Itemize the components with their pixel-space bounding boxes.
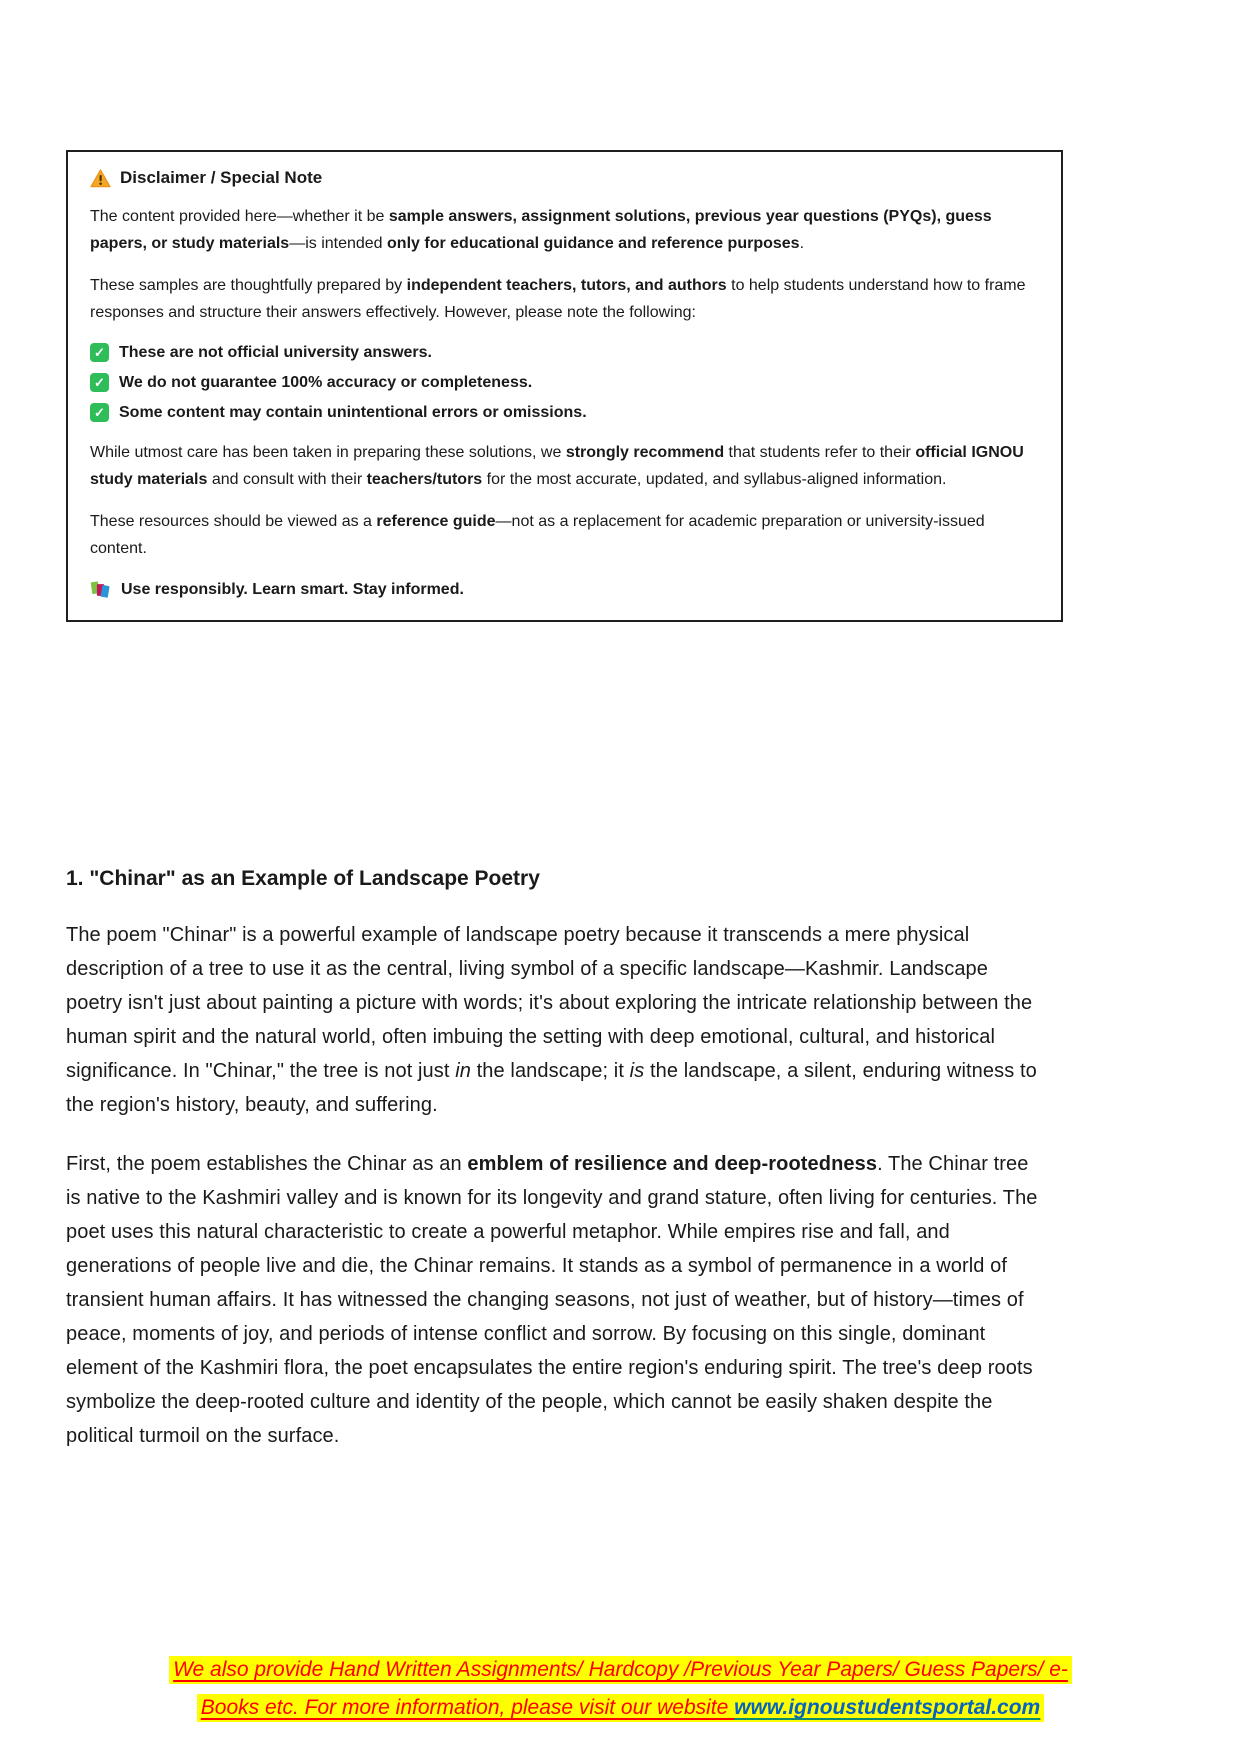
disclaimer-checklist	[90, 341, 1039, 424]
footer-line-2	[0, 1690, 1241, 1728]
checklist-item	[90, 341, 1039, 364]
warning-icon	[90, 169, 111, 188]
disclaimer-title-row	[90, 168, 1039, 188]
disclaimer-paragraph-3: While utmost care has been taken in preparing these solutions, we strongly recommend that students refer to their official IGNOU study materials and consult with their teachers/tutors for the most accurate, updated, and syllabus-aligned information.	[90, 444, 1024, 488]
checklist-item-label: We do not guarantee 100% accuracy or completeness.	[119, 374, 533, 391]
section-heading: 1. "Chinar" as an Example of Landscape Poetry	[66, 867, 540, 890]
footer-text-1: We also provide Hand Written Assignments/ Hardcopy /Previous Year Papers/ Guess Papers/ e-	[169, 1656, 1072, 1684]
check-icon: ✓	[90, 403, 109, 422]
check-icon: ✓	[90, 343, 109, 362]
checklist-item	[90, 401, 1039, 424]
disclaimer-title: Disclaimer / Special Note	[120, 168, 323, 187]
disclaimer-closing-text: Use responsibly. Learn smart. Stay informed.	[121, 581, 464, 598]
footer-banner	[0, 1652, 1241, 1728]
main-content	[66, 865, 1048, 1453]
disclaimer-paragraph-1: The content provided here—whether it be sample answers, assignment solutions, previous year questions (PYQs), guess papers, or study materials—is intended only for educational guidance and reference purposes.	[90, 208, 992, 252]
disclaimer-closing-row	[90, 580, 1039, 600]
website-link[interactable]: www.ignoustudentsportal.com	[734, 1696, 1041, 1719]
books-icon	[90, 580, 112, 600]
checklist-item	[90, 371, 1039, 394]
footer-text-2: Books etc. For more information, please visit our website www.ignoustudentsportal.com	[197, 1694, 1044, 1722]
body-paragraph-2: First, the poem establishes the Chinar as an emblem of resilience and deep-rootedness. The Chinar tree is native to the Kashmiri valley and is known for its longevity and grand stature, often living for centuries. The poet uses this natural characteristic to create a powerful metaphor. While empires rise and fall, and generations of people live and die, the Chinar remains. It stands as a symbol of permanence in a world of transient human affairs. It has witnessed the changing seasons, not just of weather, but of history—times of peace, moments of joy, and periods of intense conflict and sorrow. By focusing on this single, dominant element of the Kashmiri flora, the poet encapsulates the entire region's enduring spirit. The tree's deep roots symbolize the deep-rooted culture and identity of the people, which cannot be easily shaken despite the political turmoil on the surface.	[66, 1153, 1038, 1447]
footer-line-1	[0, 1652, 1241, 1690]
checklist-item-label: Some content may contain unintentional errors or omissions.	[119, 404, 587, 421]
disclaimer-paragraph-4: These resources should be viewed as a reference guide—not as a replacement for academic preparation or university-issued content.	[90, 513, 985, 557]
disclaimer-box	[66, 150, 1063, 622]
body-paragraph-1: The poem "Chinar" is a powerful example of landscape poetry because it transcends a mere physical description of a tree to use it as the central, living symbol of a specific landscape—Kashmir. Landscape poetry isn't just about painting a picture with words; it's about exploring the intricate relationship between the human spirit and the natural world, often imbuing the setting with deep emotional, cultural, and historical significance. In "Chinar," the tree is not just in the landscape; it is the landscape, a silent, enduring witness to the region's history, beauty, and suffering.	[66, 924, 1037, 1116]
check-icon: ✓	[90, 373, 109, 392]
checklist-item-label: These are not official university answers.	[119, 344, 432, 361]
disclaimer-paragraph-2: These samples are thoughtfully prepared by independent teachers, tutors, and authors to help students understand how to frame responses and structure their answers effectively. However, please note the following:	[90, 277, 1026, 321]
